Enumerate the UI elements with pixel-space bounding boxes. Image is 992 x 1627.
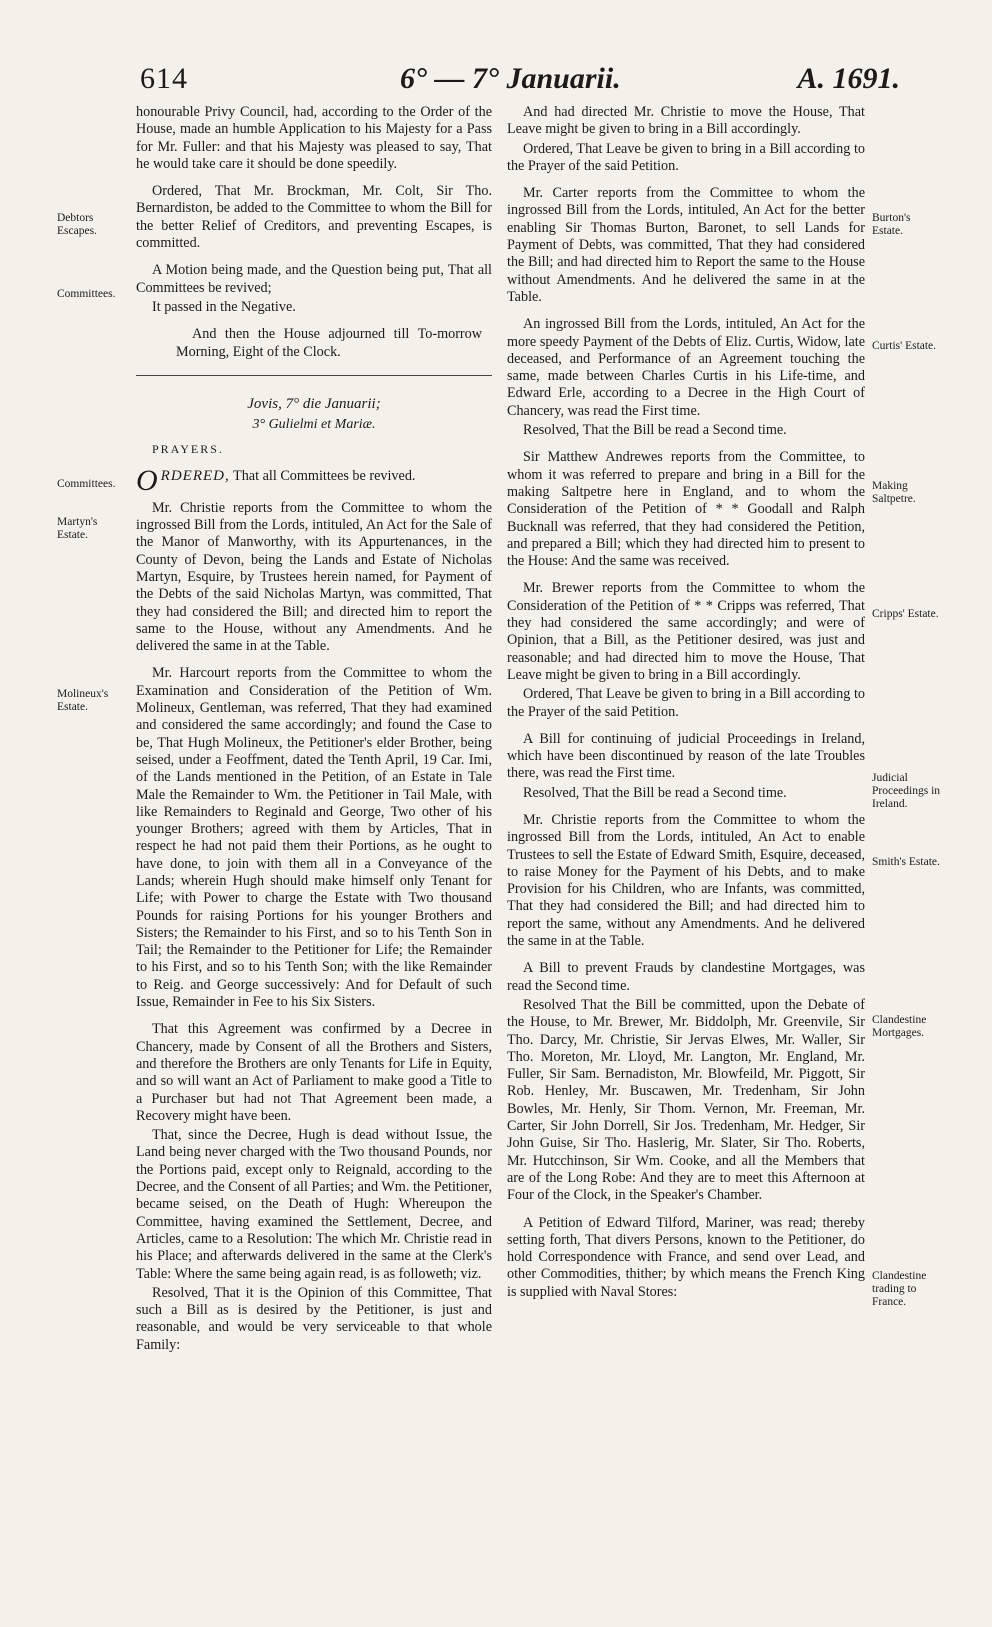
prayers-heading: PRAYERS. <box>152 442 224 457</box>
paragraph: Resolved, That it is the Opinion of this Committee, That such a Bill as is desired by the Petitioner, is just and reasonable, and would be very serviceable to that whole Family: <box>136 1284 492 1353</box>
paragraph: A Motion being made, and the Question being put, That all Committees be revived; <box>136 262 492 296</box>
right-column <box>507 104 865 1303</box>
margin-note-trading: Clandestine trading to France. <box>872 1270 927 1308</box>
page-header <box>140 62 900 102</box>
ordered-text: That all Committees be revived. <box>229 468 416 485</box>
margin-note-curtis: Curtis' Estate. <box>872 340 937 352</box>
paragraph: Mr. Carter reports from the Committee to whom the ingrossed Bill from the Lords, intituled, An Act for the better enabling Sir Thomas Burton, Baronet, to sell Lands for Payment of Debts, was committed, That they had considered the Bill; and had directed him to Report the same to the House without Amendments. And he delivered the same in at the Table. <box>507 185 865 305</box>
paragraph: And then the House adjourned till To-morrow Morning, Eight of the Clock. <box>176 326 482 360</box>
ordered-line <box>136 464 492 498</box>
margin-note-committees-2: Committees. <box>57 478 116 490</box>
paragraph: That this Agreement was confirmed by a Decree in Chancery, made by Consent of all the Brothers and Sisters, and therefore the Brothers are only Tenants for Life in Equity, and so will want an Act of Parliament to make good a Title to a Purchaser but had not That Agreement been made, a Recovery might have been. <box>136 1021 492 1124</box>
session-reign: 3° Gulielmi et Mariæ. <box>252 416 376 432</box>
margin-note-committees: Committees. <box>57 288 116 300</box>
paragraph: That, since the Decree, Hugh is dead without Issue, the Land being never charged with the Two thousand Pounds, nor the Portions paid, except only to Reignald, according to the Decree, and the Consent of all Parties; and Wm. the Petitioner, became seised, on the Death of Hugh: Whereupon the Committee, having examined the Settlement, Decree, and Articles, came to a Resolution: The which Mr. Christie read in his Place; and afterwards delivered in the same at the Clerk's Table: Where the same being again read, is as followeth; viz. <box>136 1127 492 1282</box>
session-day: Jovis, 7° die Januarii; <box>247 395 381 412</box>
margin-note-mortgages: Clandestine Mortgages. <box>872 1014 927 1039</box>
paragraph: Mr. Christie reports from the Committee to whom the ingrossed Bill from the Lords, intituled, An Act for the Sale of the Manor of Manworthy, with its Appurtenances, in the County of Devon, being the Lands and Estate of Nicholas Martyn, Esquire, by Trustees herein named, for Payment of the Debts of the said Nicholas Martyn, was committed, That they had considered the Bill; and directed him to report the same to the House, without any Amendments. And he delivered the same in at the Table. <box>136 499 492 655</box>
paragraph: Ordered, That Leave be given to bring in a Bill according to the Prayer of the said Petition. <box>507 686 865 720</box>
paragraph: Resolved, That the Bill be read a Second time. <box>523 422 787 439</box>
margin-note-judicial: Judicial Proceedings in Ireland. <box>872 772 941 810</box>
paragraph: Ordered, That Leave be given to bring in a Bill according to the Prayer of the said Petition. <box>507 140 865 174</box>
margin-note-saltpetre: Making Saltpetre. <box>872 480 916 505</box>
ordered-word: RDERED, <box>160 468 230 485</box>
divider <box>136 375 492 376</box>
margin-note-burton: Burton's Estate. <box>872 212 911 237</box>
page-number: 614 <box>140 62 188 95</box>
margin-note-martyn: Martyn's Estate. <box>57 516 98 541</box>
page-year: A. 1691. <box>797 62 900 95</box>
paragraph: A Petition of Edward Tilford, Mariner, was read; thereby setting forth, That divers Persons, known to the Petitioner, do hold Correspondence with France, and send over Lead, and other Commodities, thither; by which means the French King is supplied with Naval Stores: <box>507 1214 865 1300</box>
margin-note-smith: Smith's Estate. <box>872 856 940 868</box>
paragraph: Resolved That the Bill be committed, upon the Debate of the House, to Mr. Brewer, Mr. Biddolph, Mr. Greenvile, Sir Tho. Darcy, Mr. Christie, Sir Jervas Elwes, Mr. Waller, Sir Tho. Moreton, Mr. Lloyd, Mr. Langton, Mr. England, Mr. Fuller, Sir Sam. Bernadiston, Mr. Blowfeild, Mr. Piggott, Sir Rob. Henley, Mr. Buscawen, Mr. Tredenham, Sir John Bowles, Mr. Henly, Sir Thom. Vernon, Mr. Freeman, Mr. Carter, Sir John Dorrell, Sir Jos. Tredenham, Mr. Hedger, Sir John Guise, Sir Tho. Haslerig, Mr. Slater, Sir Tho. Roberts, Mr. Hutcchinson, Sir Wm. Cooke, and all the Members that are of the Long Robe: And they are to meet this Afternoon at Four of the Clock, in the Speaker's Chamber. <box>507 996 865 1204</box>
drop-cap: O <box>136 464 158 498</box>
paragraph: An ingrossed Bill from the Lords, intituled, An Act for the more speedy Payment of the Debts of Eliz. Curtis, Widow, late deceased, and Performance of an Agreement touching the same, made between Charles Curtis in his Life-time, and Edward Erle, according to a Decree in the High Court of Chancery, was read the First time. <box>507 316 865 419</box>
paragraph: Resolved, That the Bill be read a Second time. <box>523 784 787 801</box>
paragraph: Sir Matthew Andrewes reports from the Committee, to whom it was referred to prepare and bring in a Bill for the making Saltpetre here in England, and to whom the Consideration of the Petition of * * Goodall and Ralph Bucknall was referred, that they had considered the Petition, and prepared a Bill; which they had directed him to present to the House: And the same was received. <box>507 449 865 570</box>
page-date: 6° — 7° Januarii. <box>400 62 621 95</box>
margin-note-debtors: Debtors Escapes. <box>57 212 97 237</box>
paragraph: A Bill for continuing of judicial Proceedings in Ireland, which have been discontinued by reason of the late Troubles there, was read the First time. <box>507 730 865 782</box>
paragraph: honourable Privy Council, had, according to the Order of the House, made an humble Application to his Majesty for a Pass for Mr. Fuller: and that his Majesty was pleased to say, That he would take care it should be done speedily. <box>136 104 492 172</box>
paragraph: Mr. Christie reports from the Committee to whom the ingrossed Bill from the Lords, intituled, An Act to enable Trustees to sell the Estate of Edward Smith, Esquire, deceased, to raise Money for the Payment of his Debts, and to make Provision for his Children, who are Infants, was committed, That they had considered the Bill; and had directed him to report the same, without any Amendments. And he delivered the same in at the Table. <box>507 811 865 950</box>
margin-note-cripps: Cripps' Estate. <box>872 608 939 620</box>
paragraph: Mr. Harcourt reports from the Committee to whom the Examination and Consideration of the Petition of Wm. Molineux, Gentleman, was referred, That they had examined and considered the same accordingly; and found the Case to be, That Hugh Molineux, the Petitioner's elder Brother, being seised, under a Feoffment, dated the Tenth April, 19 Car. Imi, of the Lands mentioned in the Petition, of an Estate in Tale Male the Remainder to Wm. the Petitioner in Tail Male, with like Remainders to Reginald and George, Two other of his younger Brothers; agreed with them by Articles, That in respect he had not paid them their Portions, as he ought to have done, to join with them all in a Conveyance of the Lands; wherein Hugh should make himself only Tenant for Life; with Power to charge the Estate with Two thousand Pounds for raising Portions for his younger Brothers and Sisters; the Remainder to his First, and so to his Tenth Son in Tail; the Remainder to the Petitioner for Life; the Remainder to his First, and so to his Tenth Son; with the like Remainder to Reig. and George successively: And for Default of such Issue, Remainder in Fee to his Six Sisters. <box>136 665 492 1011</box>
paragraph: A Bill to prevent Frauds by clandestine Mortgages, was read the Second time. <box>507 960 865 994</box>
paragraph: It passed in the Negative. <box>152 298 296 315</box>
paragraph: Mr. Brewer reports from the Committee to whom the Consideration of the Petition of * * Cripps was referred, That they had considered the same accordingly; and were of Opinion, that a Bill, as the Petitioner desired, was just and reasonable; and had directed him to move the House, That Leave might be given to bring in a Bill accordingly. <box>507 580 865 683</box>
left-column <box>136 104 492 1356</box>
margin-note-molineux: Molineux's Estate. <box>57 688 109 713</box>
paragraph: And had directed Mr. Christie to move the House, That Leave might be given to bring in a Bill accordingly. <box>507 104 865 138</box>
paragraph: Ordered, That Mr. Brockman, Mr. Colt, Sir Tho. Bernardiston, be added to the Committee to whom the Bill for the better Relief of Creditors, and preventing Escapes, is committed. <box>136 183 492 252</box>
